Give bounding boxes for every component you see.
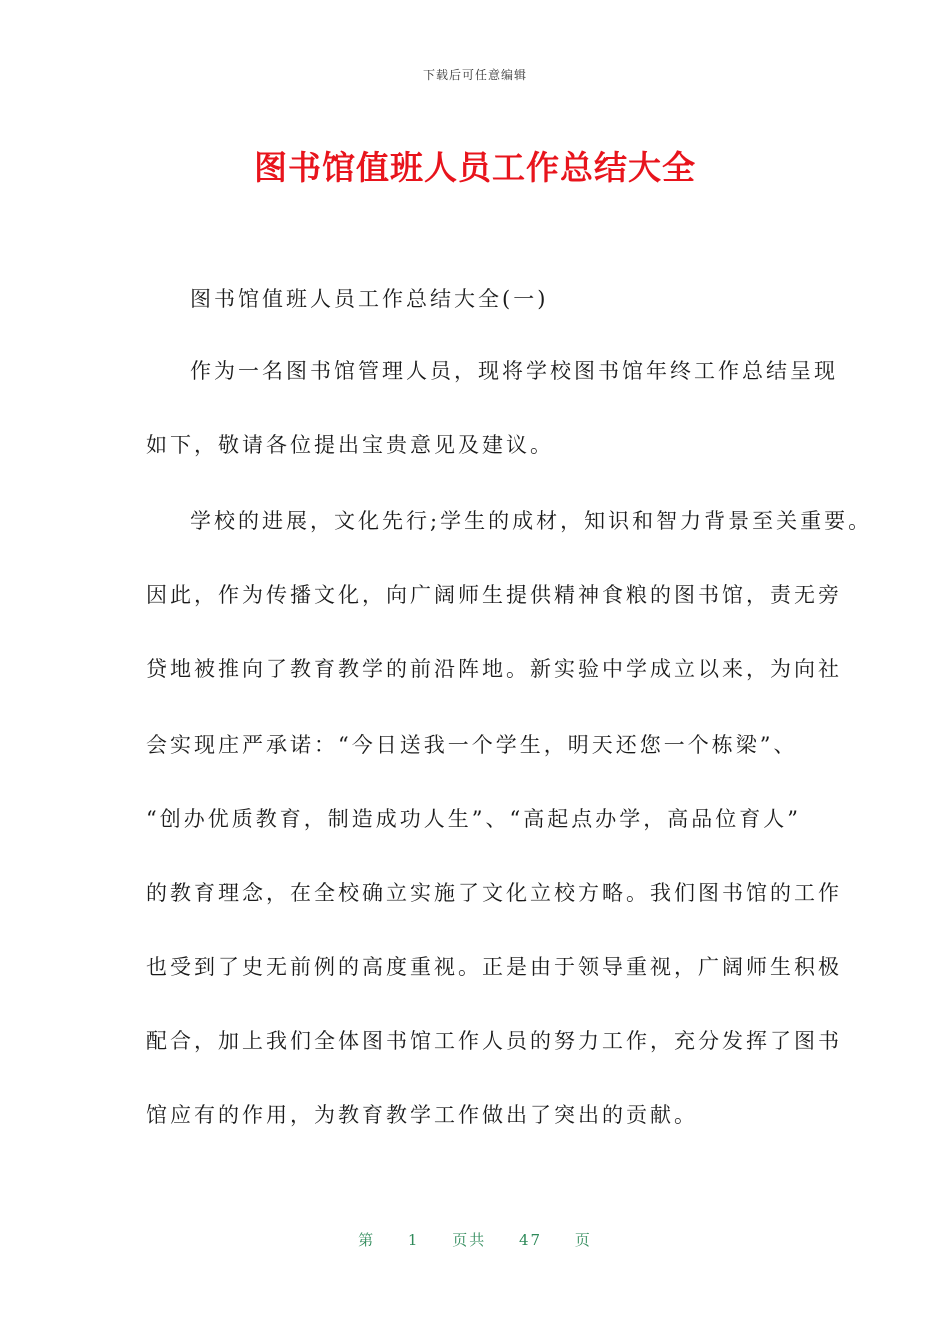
body-line: 配合，加上我们全体图书馆工作人员的努力工作，充分发挥了图书 (146, 1029, 842, 1053)
body-line: 如下，敬请各位提出宝贵意见及建议。 (146, 433, 554, 457)
footer-prefix: 第 (358, 1231, 376, 1249)
document-title: 图书馆值班人员工作总结大全 (254, 148, 696, 187)
body-line: 馆应有的作用，为教育教学工作做出了突出的贡献。 (146, 1103, 698, 1127)
body-line: 贷地被推向了教育教学的前沿阵地。新实验中学成立以来，为向社 (146, 657, 842, 681)
body-line: “创办优质教育，制造成功人生”、“高起点办学，高品位育人” (146, 807, 801, 831)
footer-total-pages: 47 (519, 1231, 543, 1249)
footer-suffix: 页 (574, 1231, 592, 1249)
body-line: 因此，作为传播文化，向广阔师生提供精神食粮的图书馆，责无旁 (146, 583, 842, 607)
body-line: 会实现庄严承诺：“今日送我一个学生，明天还您一个栋梁”、 (146, 733, 798, 757)
body-line: 学校的进展，文化先行;学生的成材，知识和智力背景至关重要。 (190, 509, 873, 533)
footer-page-number: 1 (407, 1231, 420, 1249)
section-heading: 图书馆值班人员工作总结大全(一) (190, 287, 549, 311)
body-line: 也受到了史无前例的高度重视。正是由于领导重视，广阔师生积极 (146, 955, 842, 979)
footer-middle: 页共 (452, 1231, 487, 1249)
header-note: 下载后可任意编辑 (422, 68, 527, 82)
body-line: 的教育理念，在全校确立实施了文化立校方略。我们图书馆的工作 (146, 881, 842, 905)
body-line: 作为一名图书馆管理人员，现将学校图书馆年终工作总结呈现 (190, 359, 838, 383)
page-footer (0, 1229, 950, 1250)
